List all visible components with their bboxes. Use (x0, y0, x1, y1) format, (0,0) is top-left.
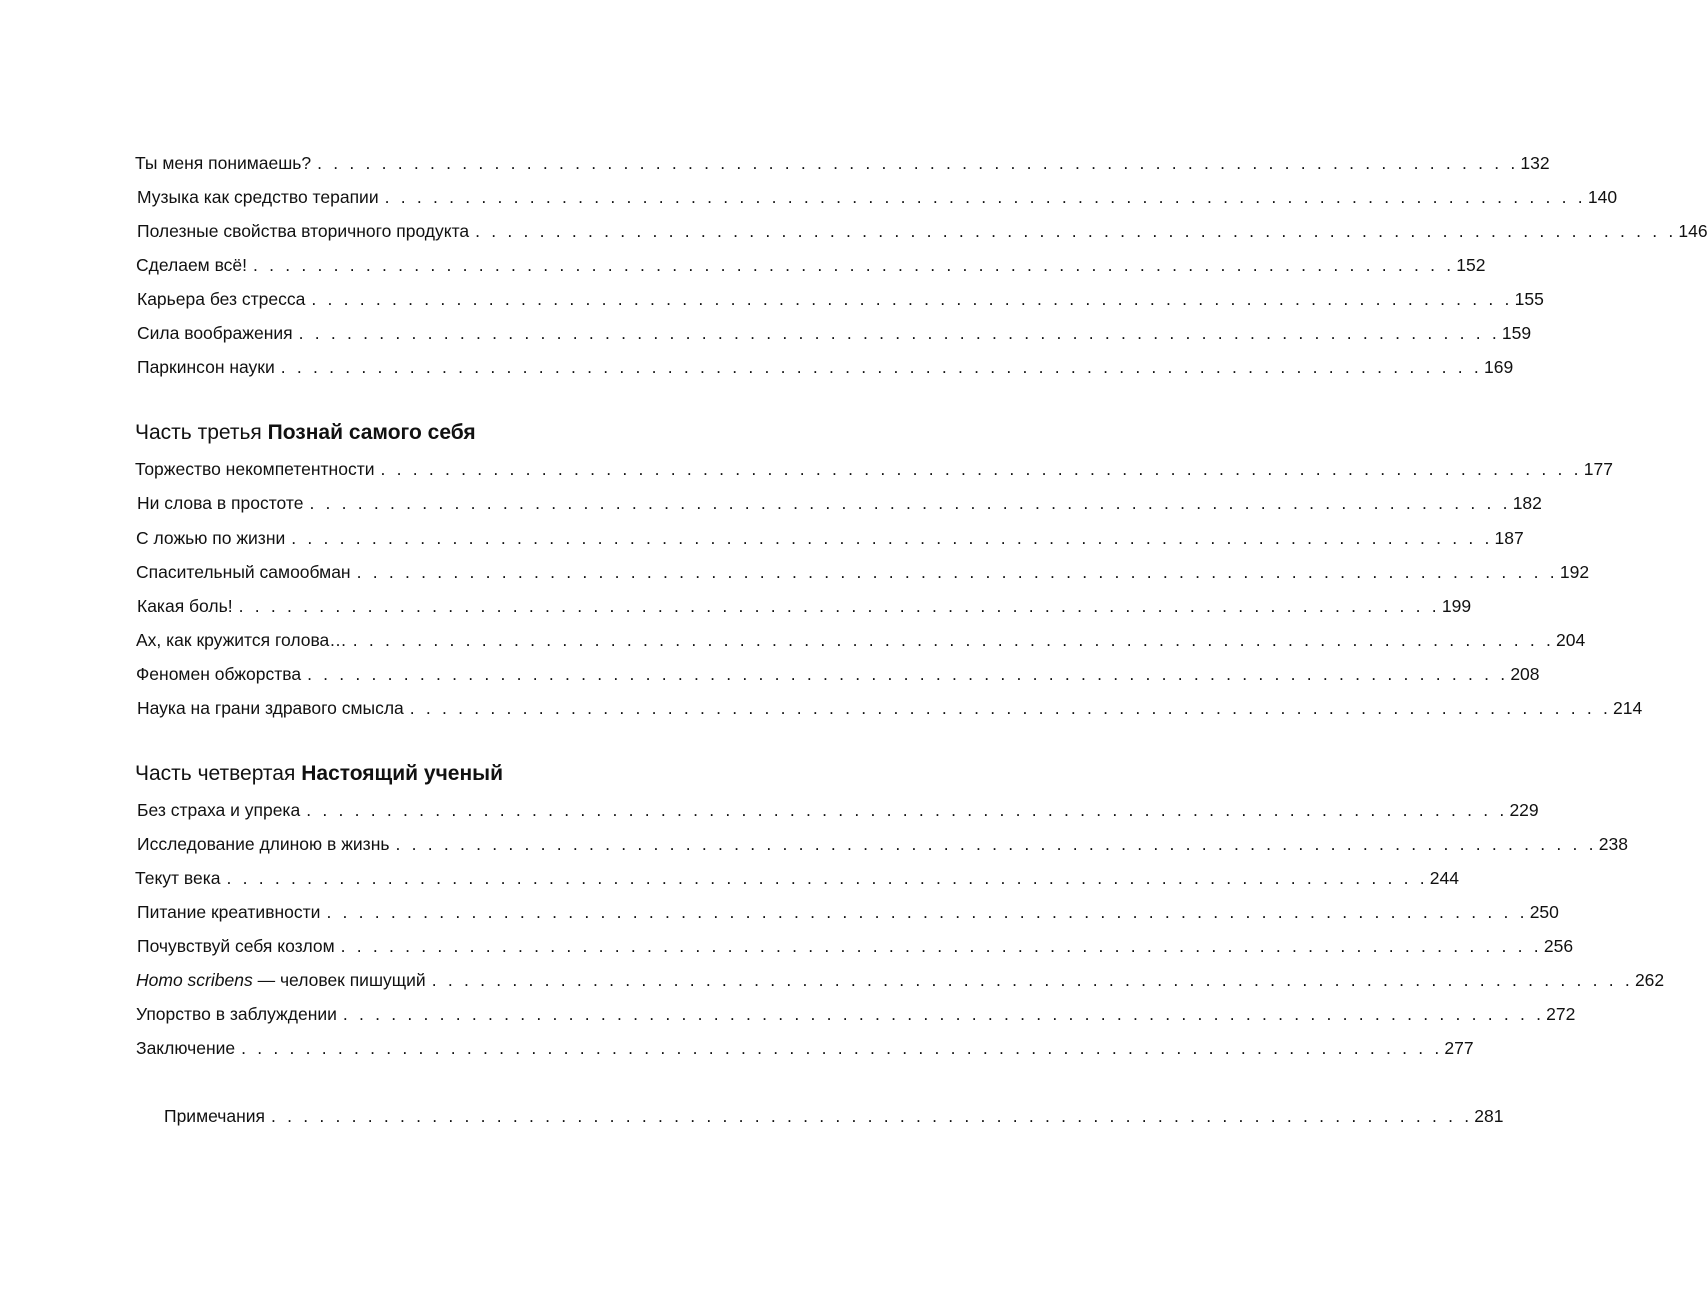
toc-leader-dots: . . . . . . . . . . . . . . . . . . . . . . . . . . . . . . . . . . . . . . . . . . . . . . . . . . . . . . . . . . . . . . . . . . . . . . . . . . . (241, 1038, 1443, 1058)
toc-entry (137, 318, 1532, 344)
toc-entry-title: Торжество некомпетентности (135, 459, 375, 479)
toc-entry (136, 250, 1486, 276)
toc-entry (136, 999, 1576, 1025)
toc-leader-dots: . . . . . . . . . . . . . . . . . . . . . . . . . . . . . . . . . . . . . . . . . . . . . . . . . . . . . . . . . . . . . . . . . . . . . . . . . . . (356, 562, 1558, 582)
toc-entry-page: 244 (1429, 868, 1459, 888)
toc-entry (164, 1101, 1504, 1127)
toc-entry (135, 454, 1613, 480)
toc-leader-dots: . . . . . . . . . . . . . . . . . . . . . . . . . . . . . . . . . . . . . . . . . . . . . . . . . . . . . . . . . . . . . . . . . . . . . . . . . . . (475, 221, 1677, 241)
toc-entry-title-italic: Homo scribens (136, 970, 253, 990)
toc-leader-dots: . . . . . . . . . . . . . . . . . . . . . . . . . . . . . . . . . . . . . . . . . . . . . . . . . . . . . . . . . . . . . . . . . . . . . . . . . . . (271, 1106, 1473, 1126)
toc-entry-page: 204 (1556, 630, 1586, 650)
toc-leader-dots: . . . . . . . . . . . . . . . . . . . . . . . . . . . . . . . . . . . . . . . . . . . . . . . . . . . . . . . . . . . . . . . . . . . . . . . . . . . (395, 834, 1597, 854)
toc-entry (136, 659, 1540, 685)
toc-entry-title: Почувствуй себя козлом (137, 936, 335, 956)
toc-entry (137, 352, 1514, 378)
toc-leader-dots: . . . . . . . . . . . . . . . . . . . . . . . . . . . . . . . . . . . . . . . . . . . . . . . . . . . . . . . . . . . . . . . . . . . . . . . . . . . (253, 255, 1455, 275)
toc-leader-dots: . . . . . . . . . . . . . . . . . . . . . . . . . . . . . . . . . . . . . . . . . . . . . . . . . . . . . . . . . . . . . . . . . . . . . . . . . . . (226, 868, 1428, 888)
toc-entry (137, 931, 1574, 957)
toc-entry-title: Заключение (136, 1038, 236, 1058)
toc-entry-page: 132 (1520, 153, 1550, 173)
toc-leader-dots: . . . . . . . . . . . . . . . . . . . . . . . . . . . . . . . . . . . . . . . . . . . . . . . . . . . . . . . . . . . . . . . . . . . . . . . . . . . (326, 902, 1528, 922)
toc-entry-page: 256 (1543, 936, 1574, 956)
toc-entry (137, 897, 1559, 923)
toc-leader-dots: . . . . . . . . . . . . . . . . . . . . . . . . . . . . . . . . . . . . . . . . . . . . . . . . . . . . . . . . . . . . . . . . . . . . . . . . . . . (280, 357, 1482, 377)
toc-entry-title: Сила воображения (137, 323, 293, 343)
toc-entry-page: 262 (1634, 970, 1665, 990)
toc-leader-dots: . . . . . . . . . . . . . . . . . . . . . . . . . . . . . . . . . . . . . . . . . . . . . . . . . . . . . . . . . . . . . . . . . . . . . . . . . . . (340, 936, 1542, 956)
toc-entry-title: Исследование длиною в жизнь (137, 834, 390, 854)
toc-entry-title: Музыка как средство терапии (137, 187, 379, 207)
part-label: Часть третья (135, 421, 262, 444)
toc-entry-page: 199 (1441, 596, 1472, 616)
toc-entry (137, 591, 1472, 617)
toc-entry-page: 192 (1559, 562, 1590, 582)
toc-leader-dots: . . . . . . . . . . . . . . . . . . . . . . . . . . . . . . . . . . . . . . . . . . . . . . . . . . . . . . . . . . . . . . . . . . . . . . . . . . . (342, 1004, 1545, 1024)
toc-entry-title: Наука на грани здравого смысла (137, 698, 404, 718)
toc-entry-page: 250 (1529, 902, 1559, 922)
toc-leader-dots: . . . . . . . . . . . . . . . . . . . . . . . . . . . . . . . . . . . . . . . . . . . . . . . . . . . . . . . . . . . . . . . . . . . . . . . . . . . (380, 459, 1582, 479)
toc-entry-page: 169 (1483, 357, 1514, 377)
toc-entry (136, 965, 1665, 991)
toc-entry-title: Какая боль! (137, 596, 233, 616)
toc-entry-title: Питание креативности (137, 902, 321, 922)
toc-leader-dots: . . . . . . . . . . . . . . . . . . . . . . . . . . . . . . . . . . . . . . . . . . . . . . . . . . . . . . . . . . . . . . . . . . . . . . . . . . . (238, 596, 1440, 616)
part-title: Настоящий ученый (301, 762, 504, 785)
toc-entry-title: Упорство в заблуждении (136, 1004, 337, 1024)
toc-leader-dots: . . . . . . . . . . . . . . . . . . . . . . . . . . . . . . . . . . . . . . . . . . . . . . . . . . . . . . . . . . . . . . . . . . . . . . . . . . . (317, 153, 1519, 173)
toc-entry (136, 1033, 1474, 1059)
toc-entry-title: Полезные свойства вторичного продукта (137, 221, 470, 241)
toc-entry-page: 155 (1514, 289, 1544, 309)
toc-entry-page: 272 (1546, 1004, 1576, 1024)
toc-entry (136, 625, 1586, 651)
toc-entry (137, 829, 1628, 855)
toc-leader-dots: . . . . . . . . . . . . . . . . . . . . . . . . . . . . . . . . . . . . . . . . . . . . . . . . . . . . . . . . . . . . . . . . . . . . . . . . . . . (307, 664, 1509, 684)
toc-entry-title: Ни слова в простоте (137, 493, 304, 513)
toc-entry (136, 557, 1590, 583)
toc-entry (137, 284, 1544, 310)
toc-entry-page: 214 (1613, 698, 1643, 718)
toc-entry (136, 523, 1524, 549)
toc-entry-page: 281 (1474, 1106, 1504, 1126)
toc-entry-title (136, 969, 432, 991)
toc-leader-dots: . . . . . . . . . . . . . . . . . . . . . . . . . . . . . . . . . . . . . . . . . . . . . . . . . . . . . . . . . . . . . . . . . . . . . . . . . . . (384, 187, 1586, 207)
toc-entry-title: Ты меня понимаешь? (135, 153, 312, 173)
part-title: Познай самого себя (267, 421, 476, 444)
toc-leader-dots: . . . . . . . . . . . . . . . . . . . . . . . . . . . . . . . . . . . . . . . . . . . . . . . . . . . . . . . . . . . . . . . . . . . . . . . . . . . (409, 698, 1612, 718)
toc-leader-dots: . . . . . . . . . . . . . . . . . . . . . . . . . . . . . . . . . . . . . . . . . . . . . . . . . . . . . . . . . . . . . . . . . . . . . . . . . . . (306, 800, 1508, 820)
toc-entry-page: 152 (1456, 255, 1486, 275)
toc-entry-page: 159 (1501, 323, 1532, 343)
toc-entry-title: С ложью по жизни (136, 528, 286, 548)
toc-entry (135, 148, 1550, 174)
toc-entry (137, 216, 1708, 242)
toc-entry-page: 182 (1512, 493, 1542, 513)
toc-entry-title: Сделаем всё! (136, 255, 248, 275)
toc-entry (137, 488, 1542, 514)
toc-entry (135, 863, 1459, 889)
toc-entry-page: 238 (1598, 834, 1628, 854)
toc-entry-title: Карьера без стресса (137, 289, 306, 309)
toc-entry (137, 182, 1618, 208)
toc-entry-page: 187 (1494, 528, 1524, 548)
toc-entry-page: 140 (1587, 187, 1618, 207)
toc-leader-dots: . . . . . . . . . . . . . . . . . . . . . . . . . . . . . . . . . . . . . . . . . . . . . . . . . . . . . . . . . . . . . . . . . . . . . . . . . . . (309, 493, 1511, 513)
toc-leader-dots: . . . . . . . . . . . . . . . . . . . . . . . . . . . . . . . . . . . . . . . . . . . . . . . . . . . . . . . . . . . . . . . . . . . . . . . . . . . (298, 323, 1500, 343)
toc-entry-page: 146 (1678, 221, 1708, 241)
toc-entry-title: Без страха и упрека (137, 800, 301, 820)
toc-entry-title: Ах, как кружится голова… (136, 630, 347, 650)
toc-entry-title-rest: — человек пишущий (252, 970, 426, 990)
part-heading (135, 759, 503, 789)
toc-entry (137, 693, 1643, 719)
toc-leader-dots: . . . . . . . . . . . . . . . . . . . . . . . . . . . . . . . . . . . . . . . . . . . . . . . . . . . . . . . . . . . . . . . . . . . . . . . . . . . (352, 630, 1555, 650)
toc-entry-title: Текут века (135, 868, 221, 888)
toc-entry-title: Феномен обжорства (136, 664, 302, 684)
toc-entry-page: 177 (1583, 459, 1613, 479)
toc-entry-title: Паркинсон науки (137, 357, 275, 377)
toc-entry-page: 229 (1509, 800, 1539, 820)
toc-leader-dots: . . . . . . . . . . . . . . . . . . . . . . . . . . . . . . . . . . . . . . . . . . . . . . . . . . . . . . . . . . . . . . . . . . . . . . . . . . . (431, 970, 1633, 990)
toc-entry (137, 795, 1539, 821)
toc-entry-page: 208 (1510, 664, 1540, 684)
toc-entry-title: Примечания (164, 1106, 266, 1126)
part-label: Часть четвертая (135, 762, 296, 785)
toc-entry-page: 277 (1444, 1038, 1474, 1058)
toc-leader-dots: . . . . . . . . . . . . . . . . . . . . . . . . . . . . . . . . . . . . . . . . . . . . . . . . . . . . . . . . . . . . . . . . . . . . . . . . . . . (291, 528, 1493, 548)
toc-entry-title: Спасительный самообман (136, 562, 351, 582)
part-heading (135, 418, 476, 448)
toc-leader-dots: . . . . . . . . . . . . . . . . . . . . . . . . . . . . . . . . . . . . . . . . . . . . . . . . . . . . . . . . . . . . . . . . . . . . . . . . . . . (311, 289, 1513, 309)
